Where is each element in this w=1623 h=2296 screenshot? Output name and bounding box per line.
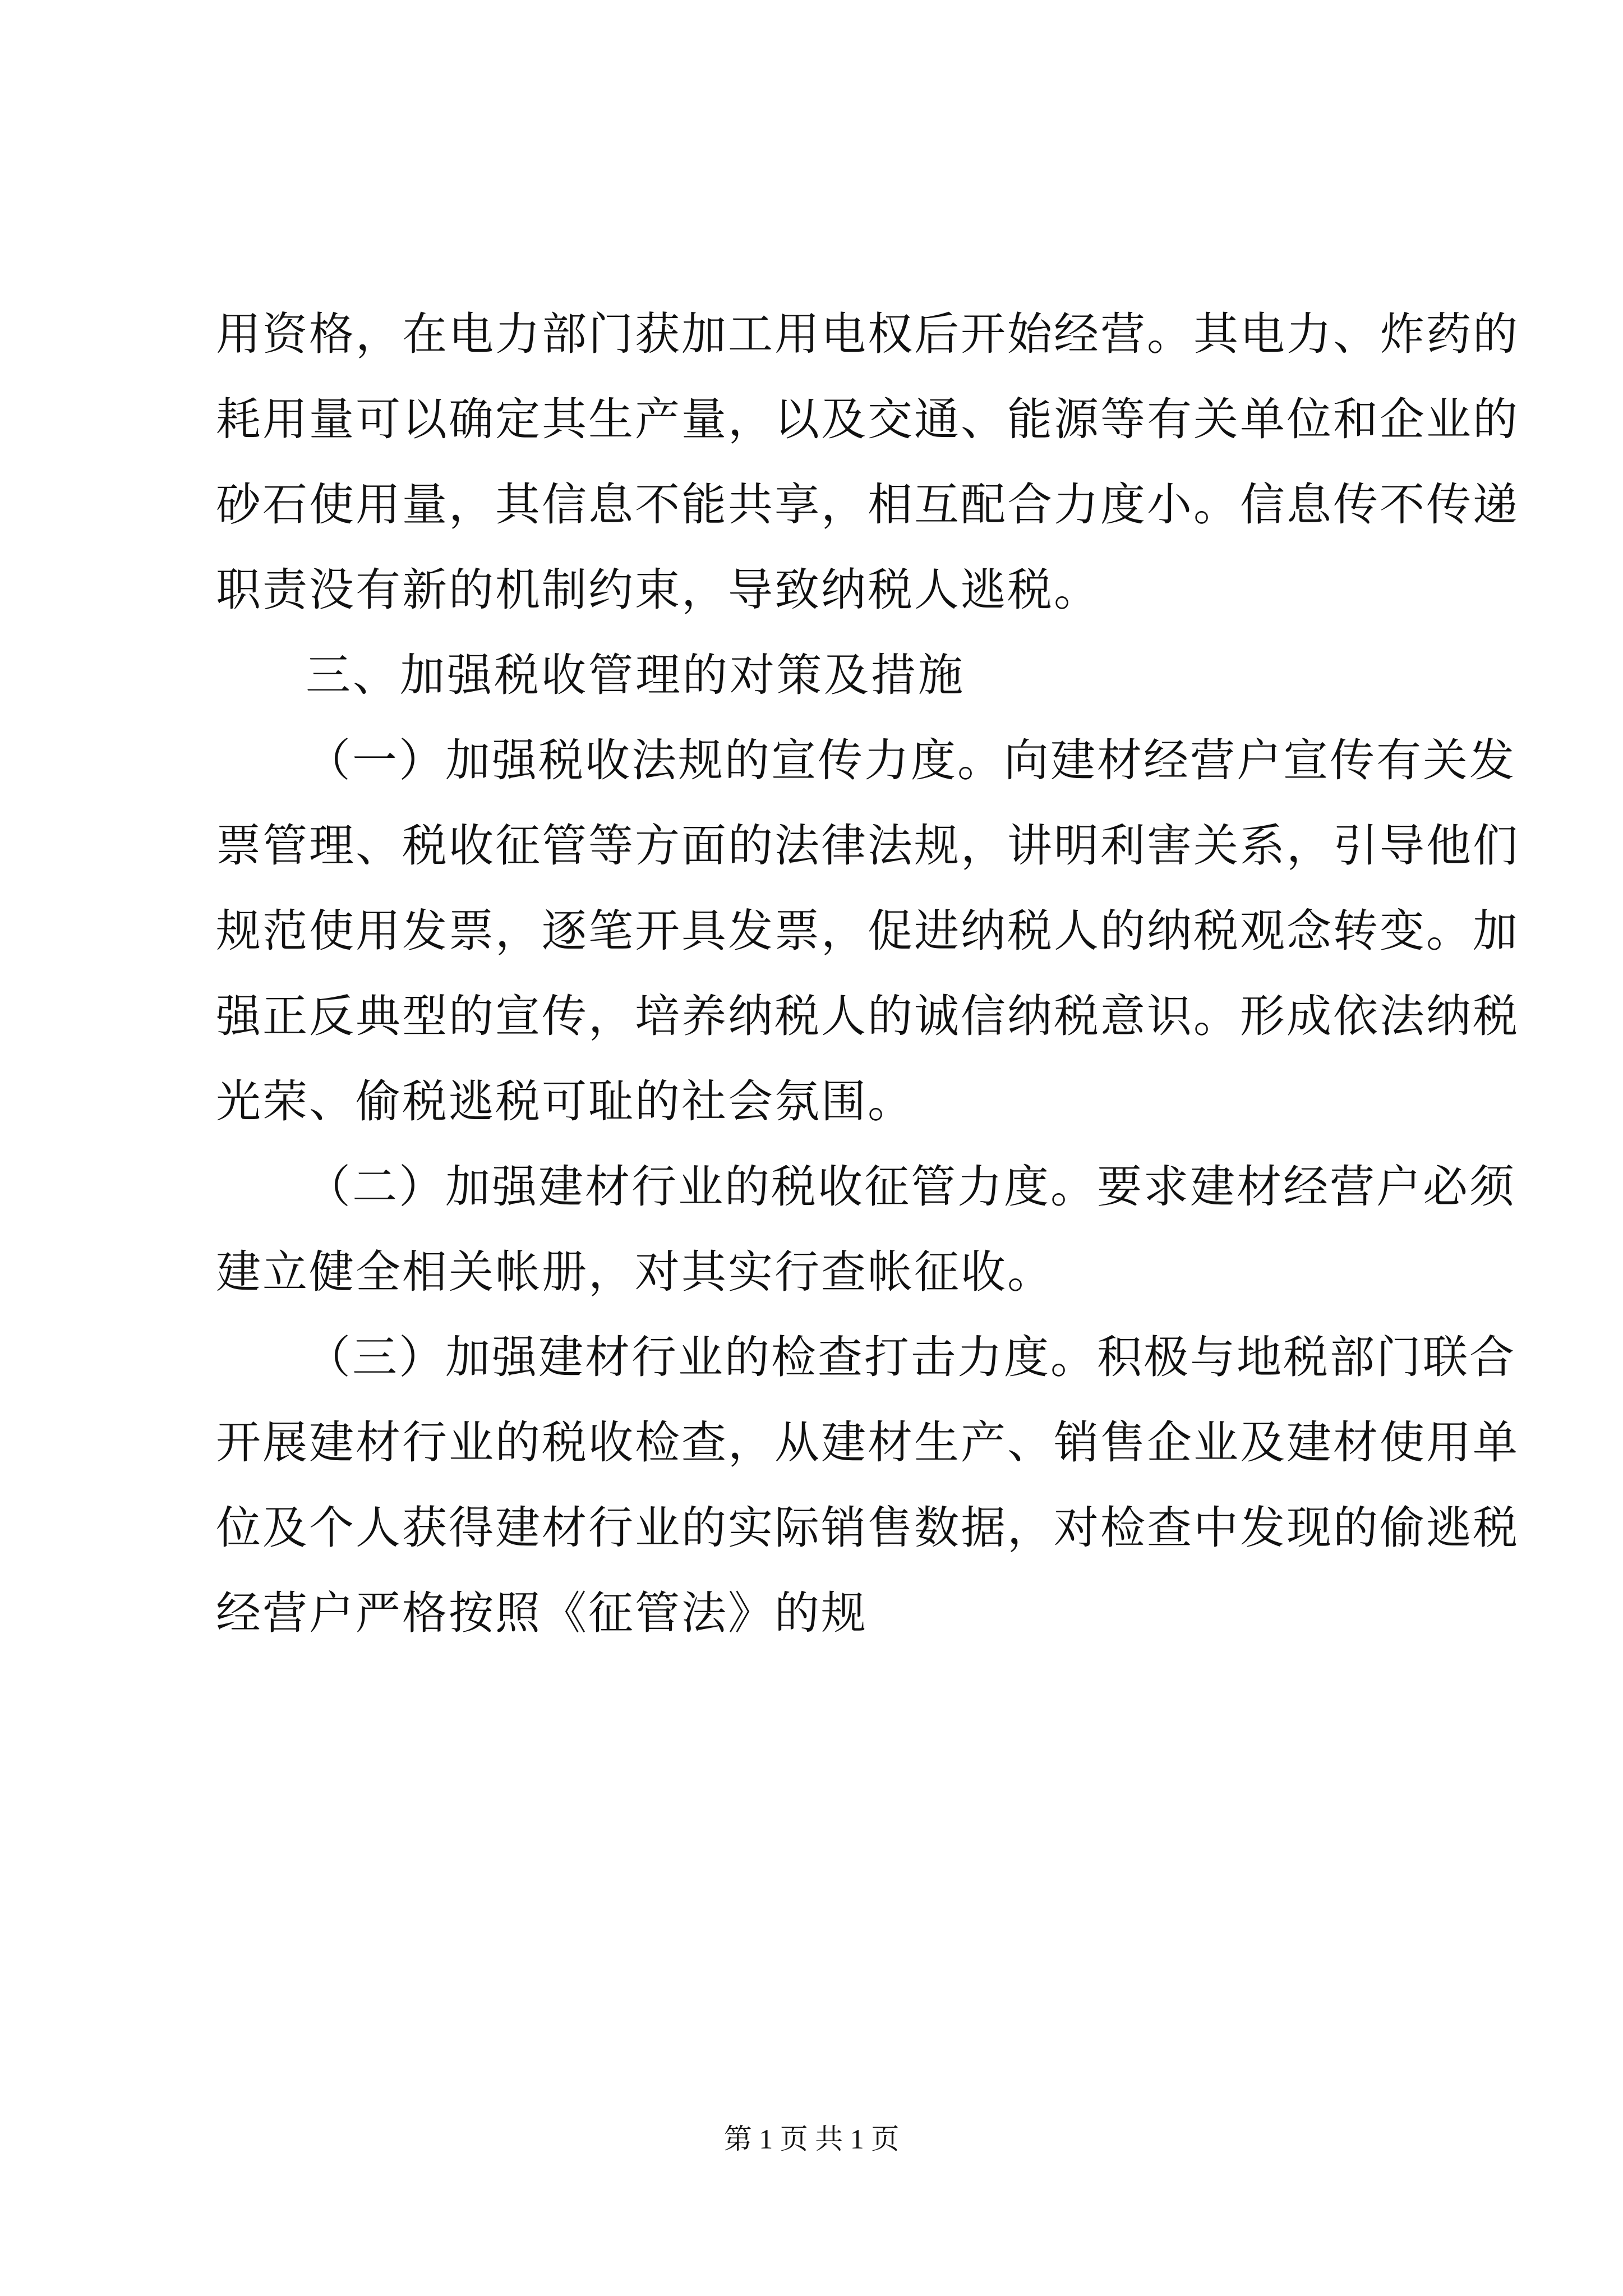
section-heading: 三、加强税收管理的对策及措施	[306, 649, 965, 701]
paragraph-line-2: 耗用量可以确定其生产量，以及交通、能源等有关单位和企业的	[216, 393, 1519, 445]
paragraph-line-10: 光荣、偷税逃税可耻的社会氛围。	[216, 1075, 914, 1128]
paragraph-line-8: 规范使用发票，逐笔开具发票，促进纳税人的纳税观念转变。加	[216, 905, 1519, 957]
document-body	[216, 292, 1519, 1656]
paragraph-line-9: 强正反典型的宣传，培养纳税人的诚信纳税意识。形成依法纳税	[216, 990, 1519, 1042]
paragraph-line-14: 开展建材行业的税收检查，从建材生产、销售企业及建材使用单	[216, 1416, 1519, 1469]
paragraph-line-12: 建立健全相关帐册，对其实行查帐征收。	[216, 1246, 1054, 1298]
paragraph-line-11: （二）加强建材行业的税收征管力度。要求建材经营户必须	[306, 1161, 1516, 1213]
page-number-footer: 第 1 页 共 1 页	[723, 2123, 900, 2155]
paragraph-line-6: （一）加强税收法规的宣传力度。向建材经营户宣传有关发	[306, 734, 1516, 786]
paragraph-line-7: 票管理、税收征管等方面的法律法规，讲明利害关系，引导他们	[216, 820, 1519, 872]
paragraph-line-1: 用资格，在电力部门获加工用电权后开始经营。其电力、炸药的	[216, 308, 1519, 360]
paragraph-line-4: 职责没有新的机制约束，导致纳税人逃税。	[216, 564, 1100, 616]
paragraph-line-3: 砂石使用量，其信息不能共享，相互配合力度小。信息传不传递	[216, 478, 1519, 531]
paragraph-line-16: 经营户严格按照《征管法》的规	[216, 1587, 868, 1639]
paragraph-line-13: （三）加强建材行业的检查打击力度。积极与地税部门联合	[306, 1331, 1516, 1383]
paragraph-line-15: 位及个人获得建材行业的实际销售数据，对检查中发现的偷逃税	[216, 1502, 1519, 1554]
